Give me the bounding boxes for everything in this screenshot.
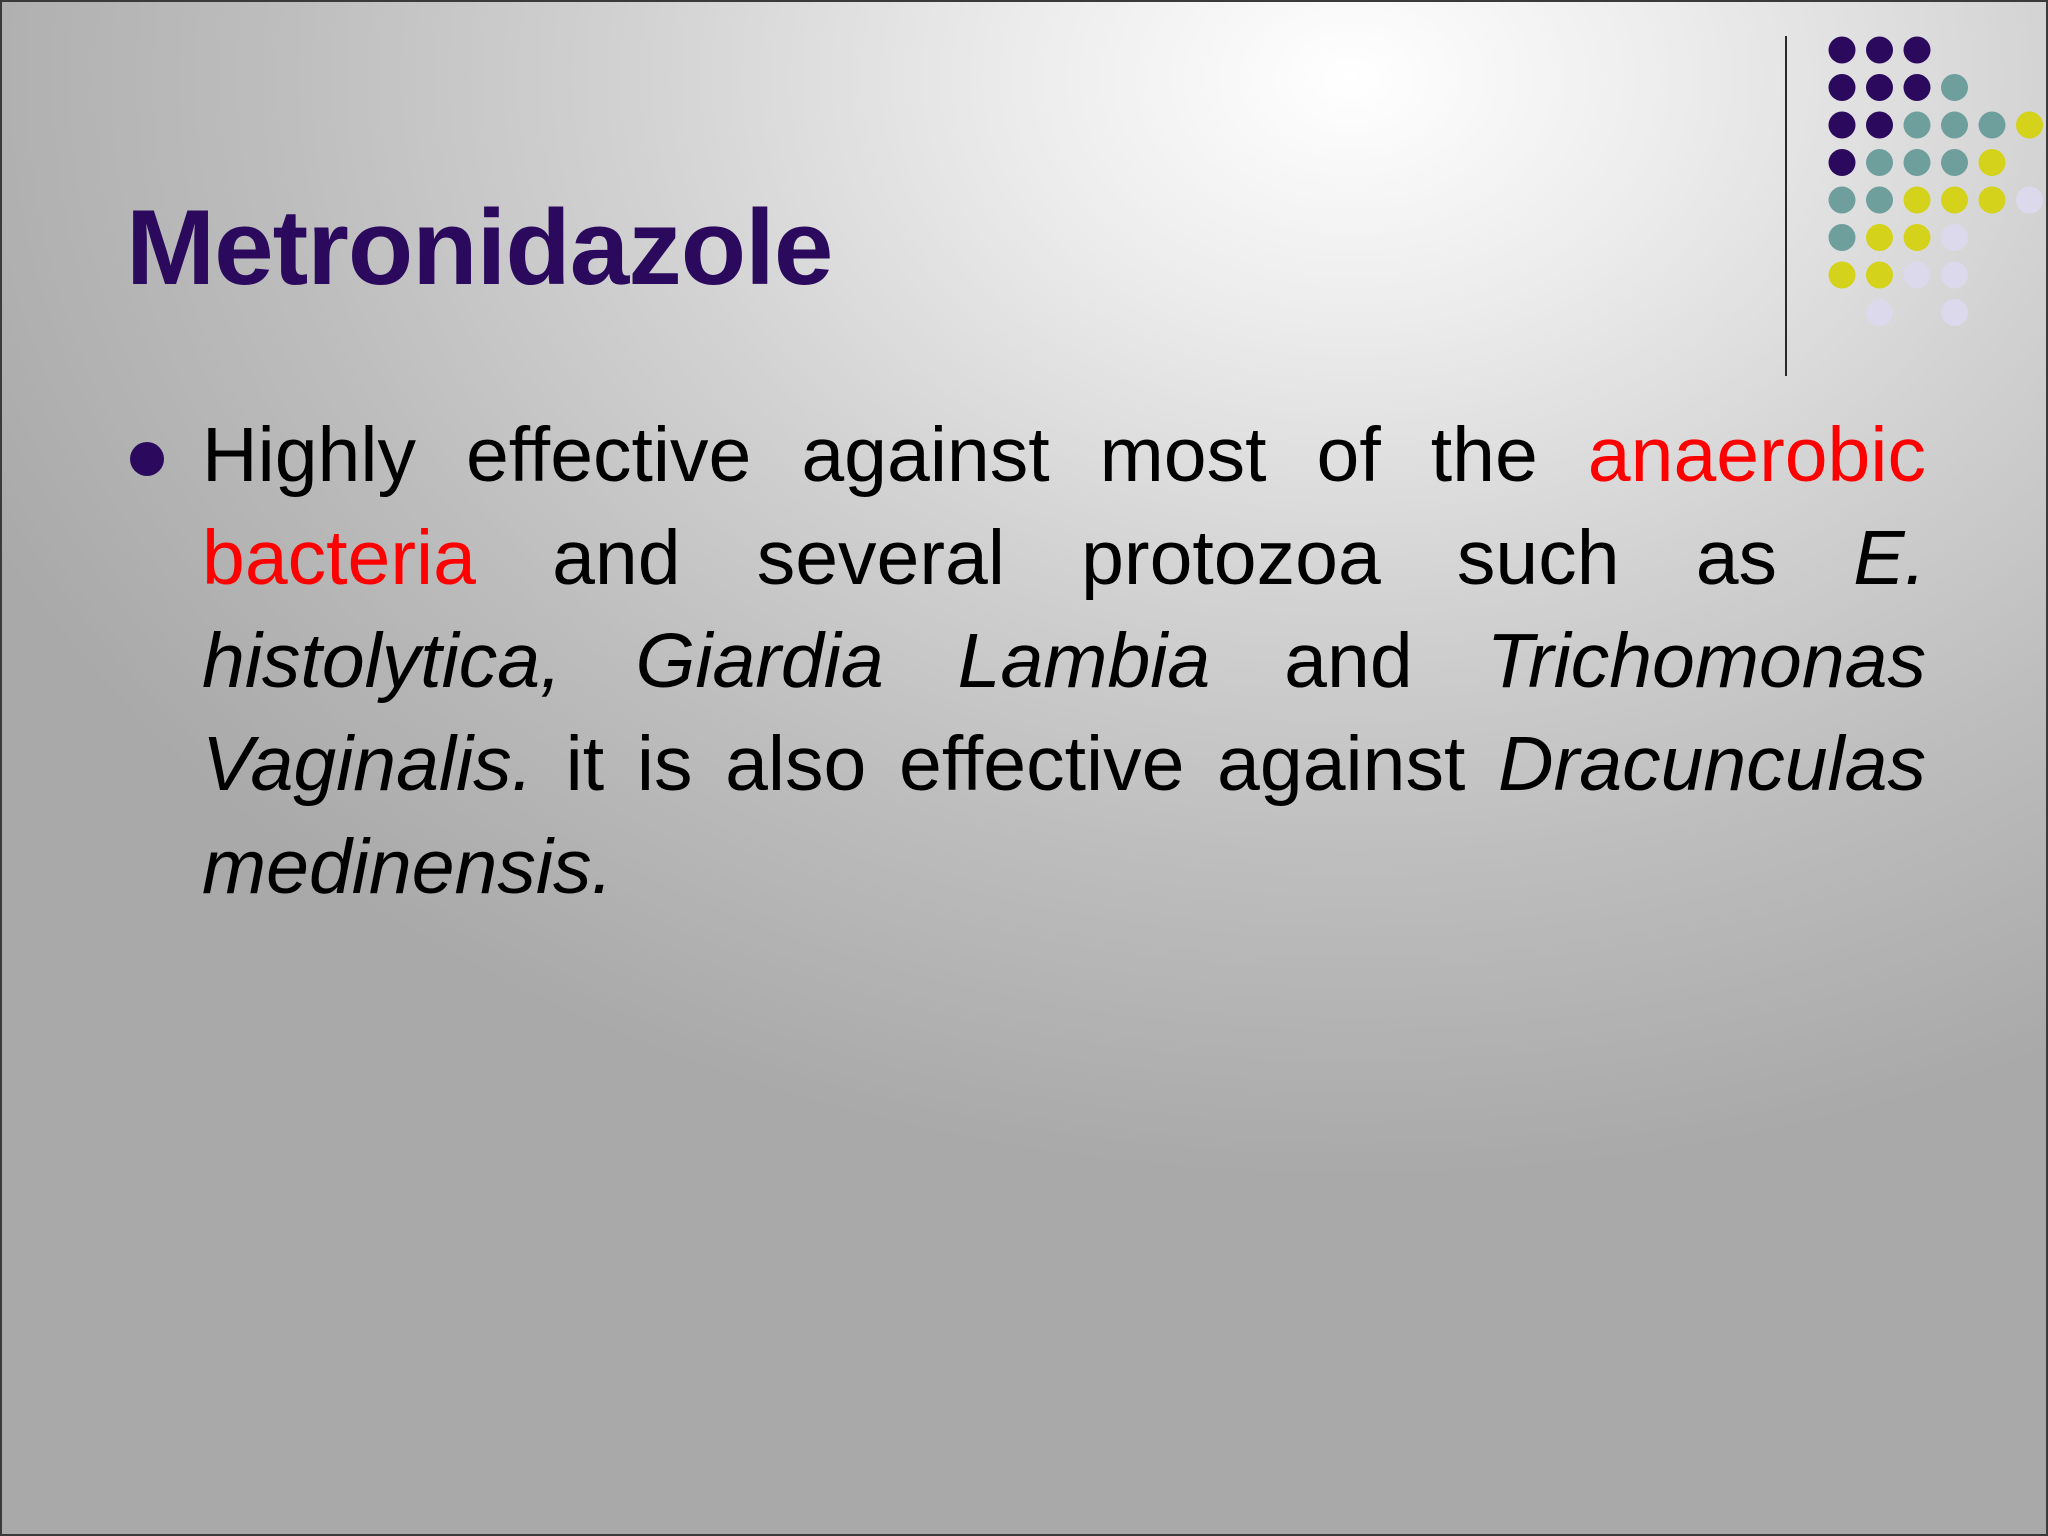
text-segment: and several protozoa such as xyxy=(475,515,1854,601)
decorative-dot xyxy=(1941,112,1968,139)
text-segment: it is also effective against xyxy=(533,721,1499,807)
decorative-dot xyxy=(1866,112,1893,139)
decorative-dot xyxy=(2016,187,2043,214)
decorative-dot xyxy=(1979,112,2006,139)
decorative-dot xyxy=(1866,299,1893,326)
decorative-dot xyxy=(1866,74,1893,101)
decorative-dot-grid xyxy=(2,2,2048,402)
bullet-text xyxy=(202,404,1926,919)
decorative-dot xyxy=(1904,112,1931,139)
decorative-dot xyxy=(1904,149,1931,176)
decorative-dot xyxy=(1941,262,1968,289)
decorative-dot xyxy=(1979,149,2006,176)
decorative-dot xyxy=(1829,74,1856,101)
decorative-dot xyxy=(1941,74,1968,101)
decorative-dot xyxy=(1941,299,1968,326)
decorative-dot xyxy=(1904,187,1931,214)
species-e-histolytica-giardia: E. histolytica, Giardia Lambia xyxy=(202,515,1926,704)
text-segment: and xyxy=(1210,618,1487,704)
slide-title: Metronidazole xyxy=(126,187,833,307)
decorative-dot xyxy=(1829,224,1856,251)
decorative-dot xyxy=(1866,37,1893,64)
decorative-dot xyxy=(1941,149,1968,176)
decorative-dot xyxy=(1866,224,1893,251)
decorative-dot xyxy=(1979,187,2006,214)
decorative-dot xyxy=(1829,112,1856,139)
decorative-dot xyxy=(1866,262,1893,289)
species-dracunculas: Dracunculas medinensis. xyxy=(202,721,1926,910)
decorative-dot xyxy=(1904,37,1931,64)
bullet-dot-icon xyxy=(130,442,164,476)
decorative-dot xyxy=(1904,224,1931,251)
species-trichomonas: Trichomonas Vaginalis. xyxy=(202,618,1926,807)
decorative-dot xyxy=(1829,187,1856,214)
decorative-dot xyxy=(1866,149,1893,176)
decorative-dot xyxy=(1941,187,1968,214)
decorative-dot xyxy=(1904,74,1931,101)
decorative-dot xyxy=(1866,187,1893,214)
decorative-dot xyxy=(1829,262,1856,289)
decorative-dot xyxy=(2016,112,2043,139)
decorative-dot xyxy=(1829,149,1856,176)
text-segment: Highly effective against most of the xyxy=(202,412,1588,498)
decorative-dot xyxy=(1941,224,1968,251)
decorative-dot xyxy=(1829,37,1856,64)
decorative-dot xyxy=(1904,262,1931,289)
highlight-anaerobic-bacteria: anaerobic bacteria xyxy=(202,412,1926,601)
